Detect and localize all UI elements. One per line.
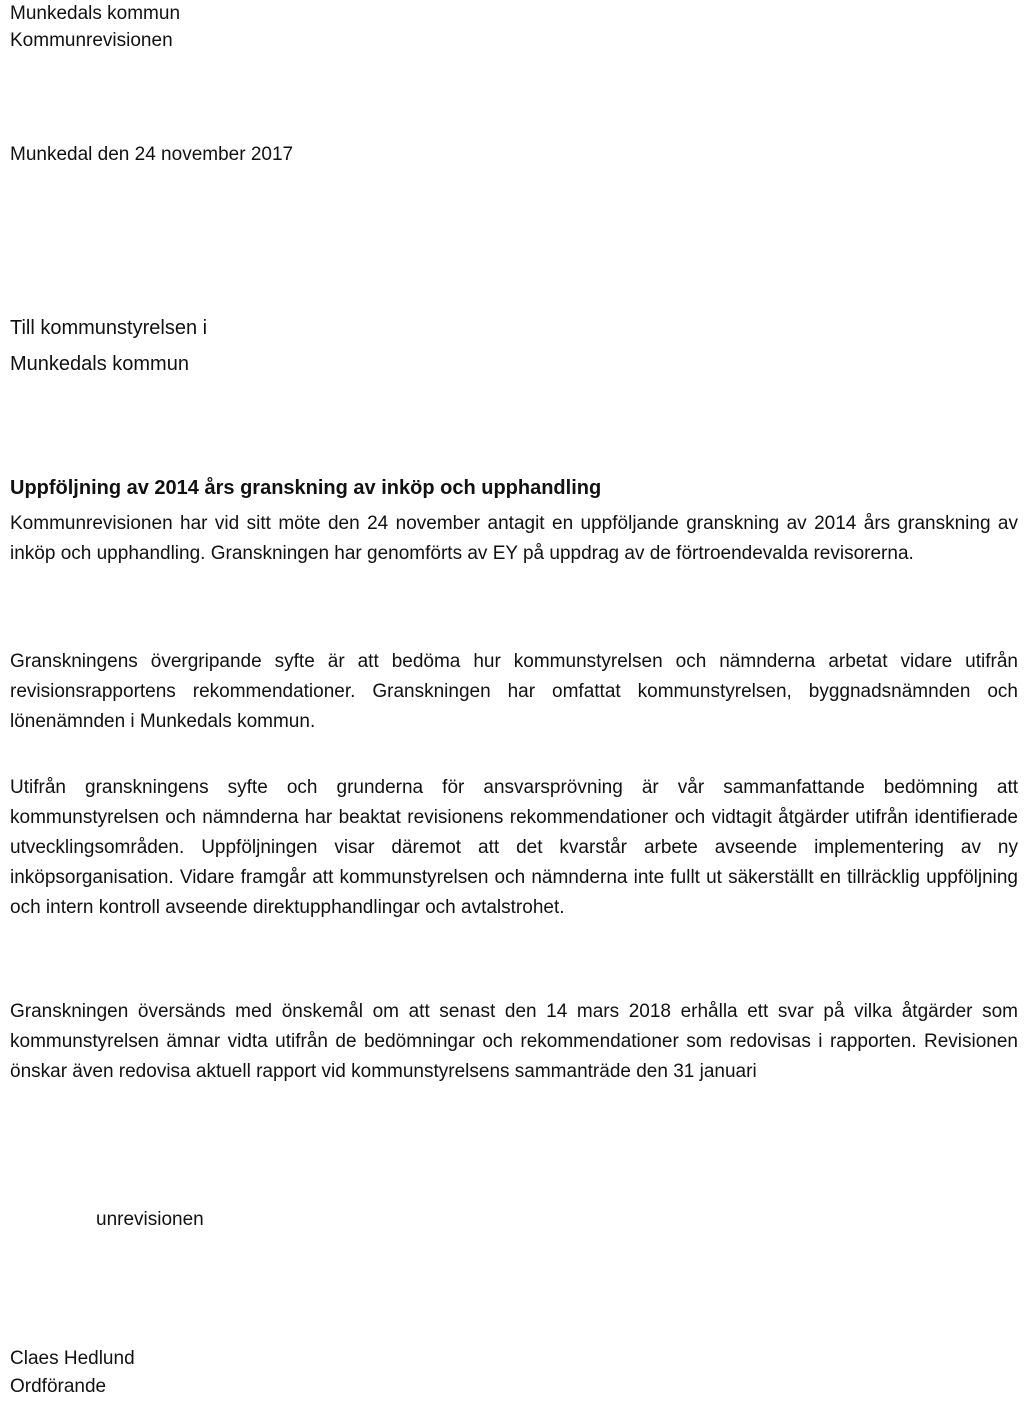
date-line: Munkedal den 24 november 2017 [10, 144, 294, 165]
body-paragraph: Granskningen översänds med önskemål om att senast den 14 mars 2018 erhålla ett svar på vilka åtgärder som kommunstyrelsen ämnar vidta utifrån de bedömningar och rekommendationer som redovisas i rapporten. Revisionen önskar även redovisa aktuell rapport vid kommunstyrelsens sammanträde den 31 januari [10, 1001, 1018, 1082]
body-paragraph: Kommunrevisionen har vid sitt möte den 24 november antagit en uppföljande granskning av 2014 års granskning av inköp och upphandling. Granskningen har genomförts av EY på uppdrag av de förtroendevalda revisorerna. [10, 513, 1018, 564]
header-office: Kommunrevisionen [10, 30, 173, 51]
subject-heading: Uppföljning av 2014 års granskning av inköp och upphandling [10, 477, 602, 499]
recipient-block [10, 310, 207, 382]
recipient-line-2: Munkedals kommun [10, 353, 189, 375]
header-municipality: Munkedals kommun [10, 3, 181, 24]
signatory-name: Claes Hedlund [10, 1348, 135, 1369]
signatory-title: Ordförande [10, 1376, 107, 1397]
recipient-line-1: Till kommunstyrelsen i [10, 317, 208, 339]
body-paragraph: Utifrån granskningens syfte och grunderna för ansvarsprövning är vår sammanfattande bedömning att kommunstyrelsen och nämnderna har beaktat revisionens rekommendationer och vidtagit åtgärder utifrån identifierade utvecklingsområden. Uppföljningen visar däremot att det kvarstår arbete avseende implementering av ny inköpsorganisation. Vidare framgår att kommunstyrelsen och nämnderna inte fullt ut säkerställt en tillräcklig uppföljning och intern kontroll avseende direktupphandlingar och avtalstrohet. [10, 777, 1018, 918]
signature-block [10, 1345, 135, 1401]
letter-header [10, 0, 180, 54]
signature-office: unrevisionen [96, 1209, 204, 1230]
body-paragraph: Granskningens övergripande syfte är att bedöma hur kommunstyrelsen och nämnderna arbetat vidare utifrån revisionsrapportens rekommendationer. Granskningen har omfattat kommunstyrelsen, byggnadsnämnden och lönenämnden i Munkedals kommun. [10, 651, 1018, 732]
